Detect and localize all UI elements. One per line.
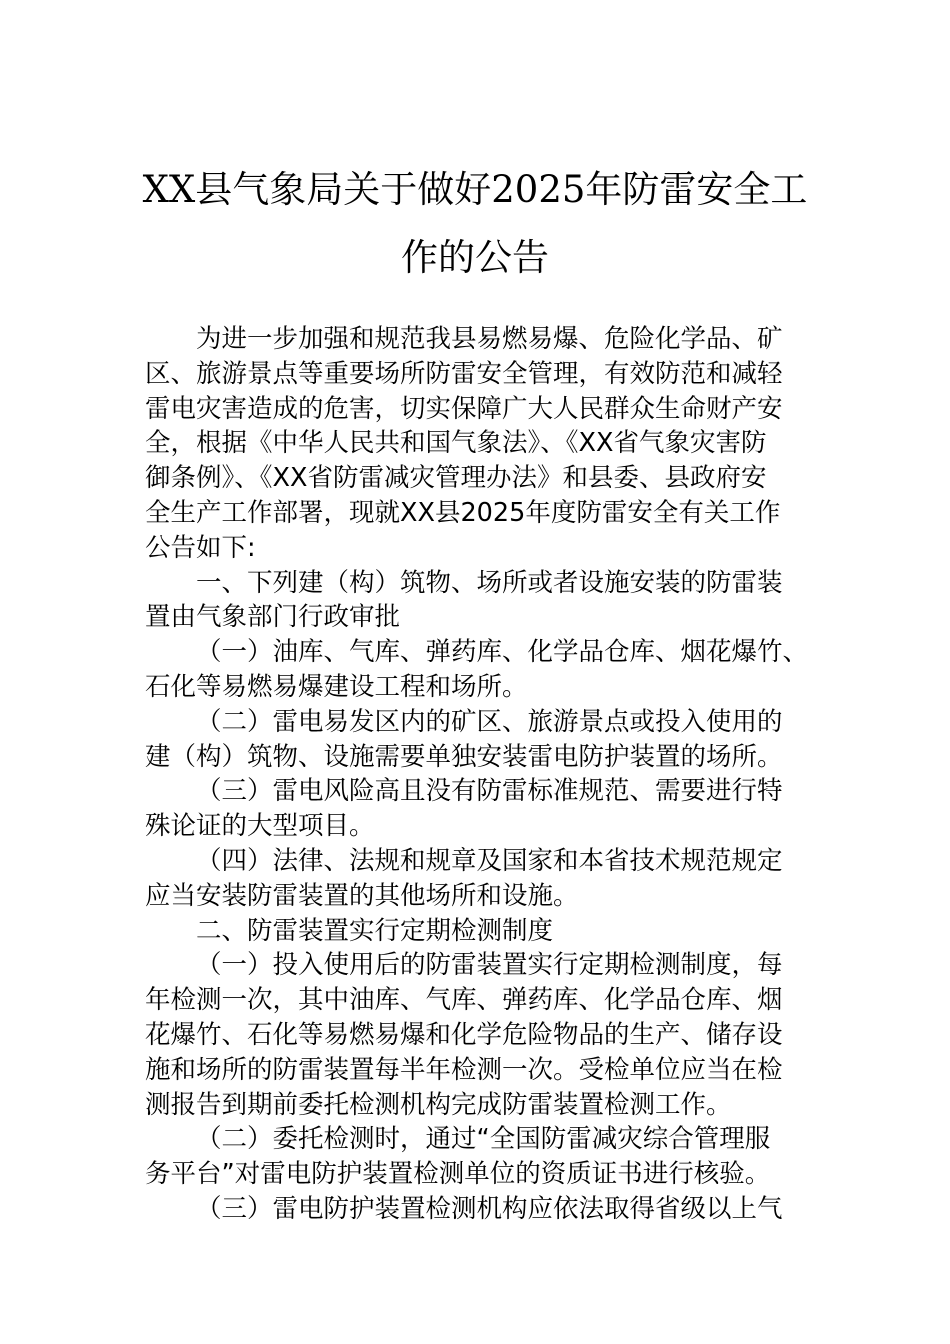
list-item-line: （三）雷电风险高且没有防雷标准规范、需要进行特 <box>196 776 783 807</box>
document-body <box>145 322 815 1227</box>
paragraph-line: 区、旅游景点等重要场所防雷安全管理，有效防范和减轻 <box>145 358 783 389</box>
list-item-line: （四）法律、法规和规章及国家和本省技术规范规定 <box>196 845 783 876</box>
paragraph-line: 公告如下: <box>145 532 256 563</box>
list-item-line: 务平台”对雷电防护装置检测单位的资质证书进行核验。 <box>145 1159 771 1190</box>
list-item-line: 年检测一次，其中油库、气库、弹药库、化学品仓库、烟 <box>145 985 783 1016</box>
list-item-line: （一）油库、气库、弹药库、化学品仓库、烟花爆竹、 <box>196 637 809 668</box>
section-heading-line: 二、防雷装置实行定期检测制度 <box>196 915 554 946</box>
list-item-line: 施和场所的防雷装置每半年检测一次。受检单位应当在检 <box>145 1054 783 1085</box>
list-item-line: 花爆竹、石化等易燃易爆和化学危险物品的生产、储存设 <box>145 1019 783 1050</box>
list-item-line: （三）雷电防护装置检测机构应依法取得省级以上气 <box>196 1193 783 1224</box>
list-item-line: 测报告到期前委托检测机构完成防雷装置检测工作。 <box>145 1089 732 1120</box>
list-item-line: （二）委托检测时，通过“全国防雷减灾综合管理服 <box>196 1124 771 1155</box>
section-heading-line: 一、下列建（构）筑物、场所或者设施安装的防雷装 <box>196 567 783 598</box>
document-title-line-1: XX县气象局关于做好2025年防雷安全工 <box>142 168 808 211</box>
document-title-line-2: 作的公告 <box>401 236 549 279</box>
paragraph-line: 为进一步加强和规范我县易燃易爆、危险化学品、矿 <box>196 324 783 354</box>
paragraph-line: 全，根据《中华人民共和国气象法》、《XX省气象灾害防 <box>145 428 767 459</box>
paragraph-line: 御条例》、《XX省防雷减灾管理办法》和县委、县政府安 <box>145 463 767 494</box>
list-item-line: 建（构）筑物、设施需要单独安装雷电防护装置的场所。 <box>145 741 783 772</box>
paragraph-line: 全生产工作部署，现就XX县2025年度防雷安全有关工作 <box>145 497 781 528</box>
section-heading-line: 置由气象部门行政审批 <box>145 602 401 633</box>
list-item-line: 应当安装防雷装置的其他场所和设施。 <box>145 880 579 911</box>
list-item-line: 石化等易燃易爆建设工程和场所。 <box>145 671 528 702</box>
list-item-line: 殊论证的大型项目。 <box>145 811 375 842</box>
list-item-line: （一）投入使用后的防雷装置实行定期检测制度，每 <box>196 950 783 981</box>
paragraph-line: 雷电灾害造成的危害，切实保障广大人民群众生命财产安 <box>145 393 783 424</box>
list-item-line: （二）雷电易发区内的矿区、旅游景点或投入使用的 <box>196 706 783 737</box>
